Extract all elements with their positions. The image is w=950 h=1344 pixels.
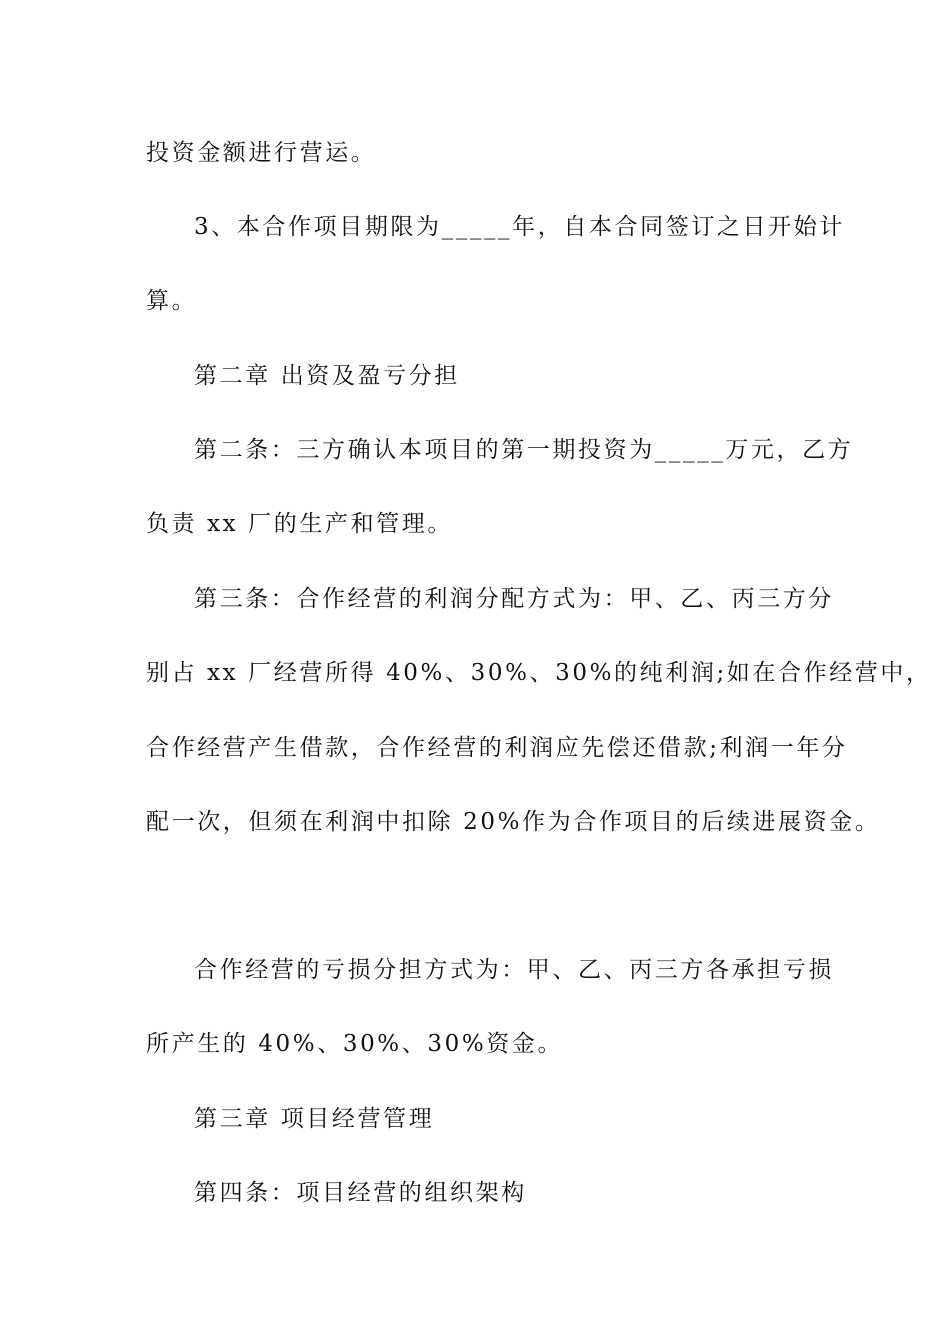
paragraph-line: 别占 xx 厂经营所得 40%、30%、30%的纯利润;如在合作经营中， [146, 660, 932, 686]
paragraph-line: 配一次，但须在利润中扣除 20%作为合作项目的后续进展资金。 [146, 809, 881, 835]
paragraph-line: 第三条：合作经营的利润分配方式为：甲、乙、丙三方分 [194, 586, 834, 612]
chapter-heading: 第二章 出资及盈亏分担 [194, 363, 460, 389]
paragraph-line: 3、本合作项目期限为_____年，自本合同签订之日开始计 [194, 214, 845, 240]
paragraph-line: 合作经营的亏损分担方式为：甲、乙、丙三方各承担亏损 [194, 957, 834, 983]
chapter-heading: 第三章 项目经营管理 [194, 1106, 435, 1132]
paragraph-line: 算。 [146, 288, 198, 314]
paragraph-line: 第四条：项目经营的组织架构 [194, 1180, 527, 1206]
paragraph-line: 投资金额进行营运。 [146, 140, 377, 166]
paragraph-line: 合作经营产生借款，合作经营的利润应先偿还借款;利润一年分 [146, 735, 848, 761]
paragraph-line: 所产生的 40%、30%、30%资金。 [146, 1031, 564, 1057]
paragraph-line: 负责 xx 厂的生产和管理。 [146, 511, 453, 537]
paragraph-line: 第二条：三方确认本项目的第一期投资为_____万元，乙方 [194, 437, 854, 463]
